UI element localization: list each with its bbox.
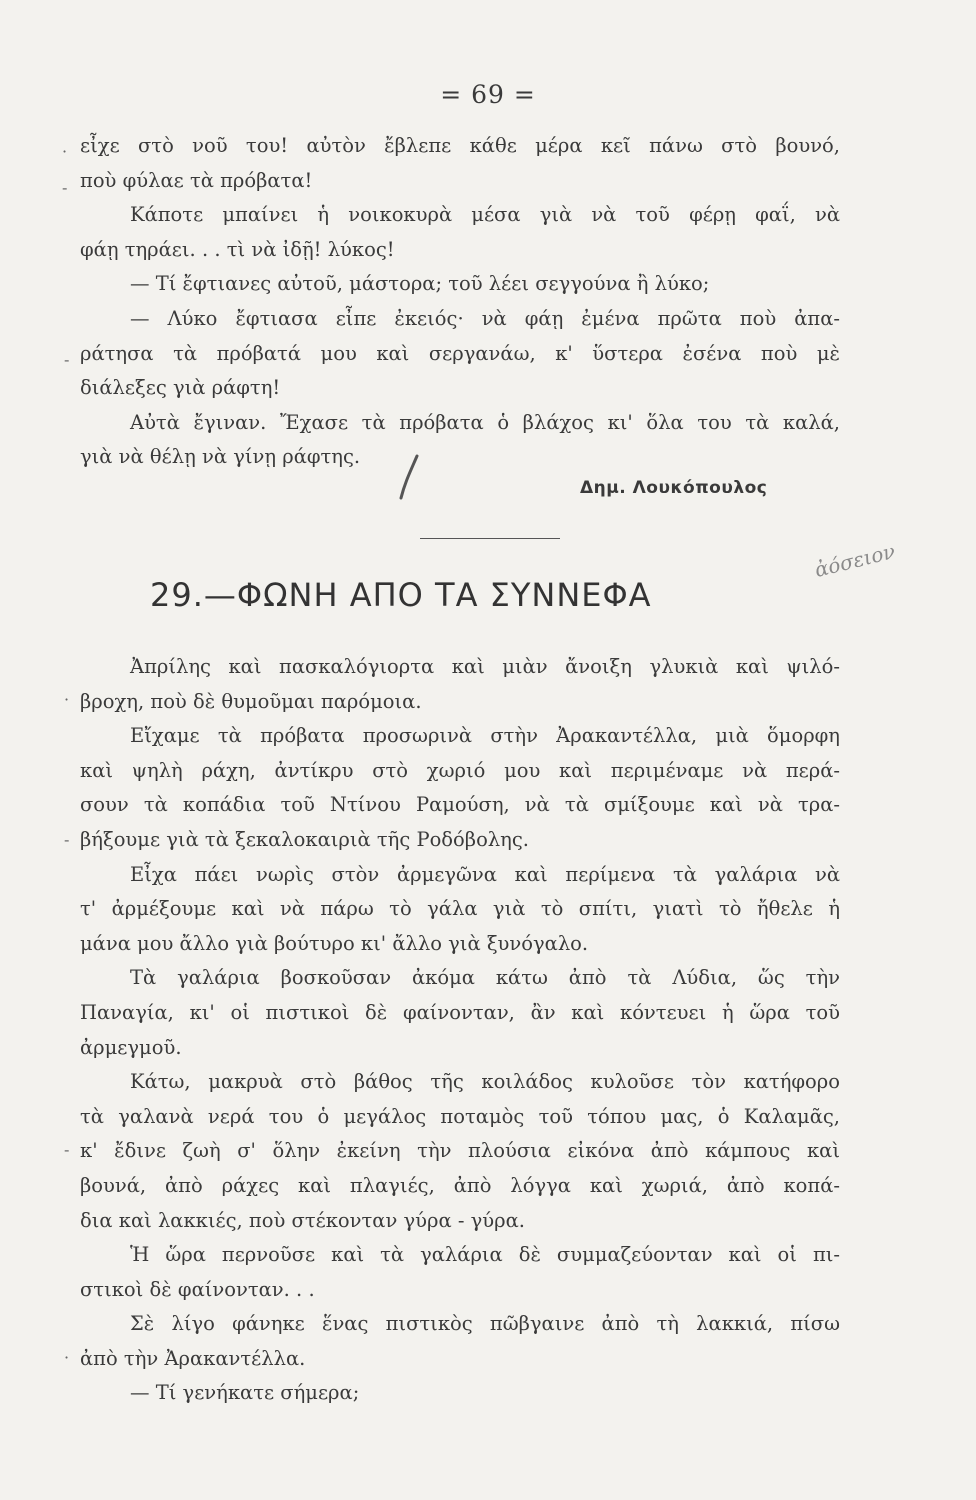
text-line: Κάποτε μπαίνει ἡ νοικοκυρὰ μέσα γιὰ νὰ τοῦ φέρῃ φαΐ, νὰ [130, 203, 840, 227]
text-line: Εἶχα πάει νωρὶς στὸν ἀρμεγῶνα καὶ περίμενα τὰ γαλάρια νὰ [130, 862, 840, 886]
page-number: = 69 = [440, 80, 536, 109]
text-line: στικοὶ δὲ φαίνονταν. . . [80, 1277, 315, 1301]
text-line: φάῃ τηράει. . . τὶ νὰ ἰδῇ! λύκος! [80, 237, 395, 261]
text-line: κ' ἔδινε ζωὴ σ' ὅλην ἐκείνη τὴν πλούσια εἰκόνα ἀπὸ κάμπους καὶ [80, 1139, 840, 1163]
text-line: Σὲ λίγο φάνηκε ἕνας πιστικὸς πῶβγαινε ἀπὸ τὴ λακκιά, πίσω [130, 1312, 840, 1336]
text-line: δια καὶ λακκιές, ποὺ στέκονταν γύρα - γύρα. [80, 1208, 525, 1232]
ink-stroke-mark [395, 452, 425, 502]
text-line: βουνά, ἀπὸ ράχες καὶ πλαγιές, ἀπὸ λόγγα καὶ χωριά, ἀπὸ κοπά- [80, 1173, 840, 1197]
text-line: — Τί γενήκατε σήμερα; [130, 1381, 360, 1405]
margin-dot-mark: · [64, 1348, 70, 1367]
text-line: Εἴχαμε τὰ πρόβατα προσωρινὰ στὴν Ἀρακαντέλλα, μιὰ ὅμορφη [130, 724, 840, 748]
section-divider [420, 538, 560, 539]
author-signature: Δημ. Λουκόπουλος [580, 478, 768, 498]
text-line: τὰ γαλανὰ νερά του ὁ μεγάλος ποταμὸς τοῦ τόπου μας, ὁ Καλαμᾶς, [80, 1104, 840, 1128]
text-line: — Τί ἔφτιανες αὐτοῦ, μάστορα; τοῦ λέει σεγγούνα ἢ λύκο; [130, 272, 710, 296]
chapter-title: 29.—ΦΩΝΗ ΑΠΟ ΤΑ ΣΥΝΝΕΦΑ [150, 576, 652, 614]
text-line: Κάτω, μακρυὰ στὸ βάθος τῆς κοιλάδος κυλοῦσε τὸν κατήφορο [130, 1070, 840, 1094]
margin-dot-mark: · [62, 142, 68, 161]
text-line: διάλεξες γιὰ ράφτη! [80, 376, 281, 400]
text-line: σουν τὰ κοπάδια τοῦ Ντίνου Ραμούση, νὰ τὰ σμίξουμε καὶ νὰ τρα- [80, 793, 840, 817]
text-line: Ἀπρίλης καὶ πασκαλόγιορτα καὶ μιὰν ἄνοιξη γλυκιὰ καὶ ψιλό- [130, 655, 840, 678]
text-line: βήξουμε γιὰ τὰ ξεκαλοκαιριὰ τῆς Ροδόβολης. [80, 827, 529, 851]
text-line: γιὰ νὰ θέλῃ νὰ γίνῃ ράφτης. [80, 445, 361, 469]
story-ending [80, 129, 840, 475]
margin-dash-mark: - [64, 1140, 70, 1159]
margin-dot-mark: · [64, 690, 70, 709]
text-line: Παναγία, κι' οἱ πιστικοὶ δὲ φαίνονταν, ἂν καὶ κόντευει ἡ ὥρα τοῦ [80, 1000, 840, 1024]
text-line: μάνα μου ἄλλο γιὰ βούτυρο κι' ἄλλο γιὰ ξυνόγαλο. [80, 931, 589, 955]
text-line: Τὰ γαλάρια βοσκοῦσαν ἀκόμα κάτω ἀπὸ τὰ Λύδια, ὥς τὴν [130, 966, 840, 990]
text-line: εἶχε στὸ νοῦ του! αὐτὸν ἔβλεπε κάθε μέρα κεῖ πάνω στὸ βουνό, [80, 134, 840, 157]
chapter-text [80, 650, 840, 1411]
text-line: ἀπὸ τὴν Ἀρακαντέλλα. [80, 1346, 306, 1370]
handwritten-annotation: ἀόσειον [812, 538, 898, 582]
text-line: βροχη, ποὺ δὲ θυμοῦμαι παρόμοια. [80, 689, 422, 713]
margin-dash-mark: - [62, 178, 68, 197]
text-line: ἀρμεγμοῦ. [80, 1035, 182, 1059]
text-line: καὶ ψηλὴ ράχη, ἀντίκρυ στὸ χωριό μου καὶ περιμέναμε νὰ περά- [80, 758, 840, 782]
margin-dash-mark: - [64, 830, 70, 849]
text-line: ποὺ φύλαε τὰ πρόβατα! [80, 168, 313, 192]
text-line: Ἡ ὥρα περνοῦσε καὶ τὰ γαλάρια δὲ συμμαζεύονταν καὶ οἱ πι- [130, 1243, 840, 1267]
margin-dash-mark: - [64, 350, 70, 369]
text-line: — Λύκο ἔφτιασα εἶπε ἐκειός· νὰ φάῃ ἐμένα πρῶτα ποὺ ἀπα- [130, 306, 840, 330]
text-line: Αὐτὰ ἔγιναν. Ἔχασε τὰ πρόβατα ὁ βλάχος κι' ὅλα του τὰ καλά, [130, 410, 840, 434]
text-line: ράτησα τὰ πρόβατά μου καὶ σεργανάω, κ' ὕστερα ἐσένα ποὺ μὲ [80, 341, 840, 365]
text-line: τ' ἀρμέξουμε καὶ νὰ πάρω τὸ γάλα γιὰ τὸ σπίτι, γιατὶ τὸ ἤθελε ἡ [80, 897, 840, 921]
